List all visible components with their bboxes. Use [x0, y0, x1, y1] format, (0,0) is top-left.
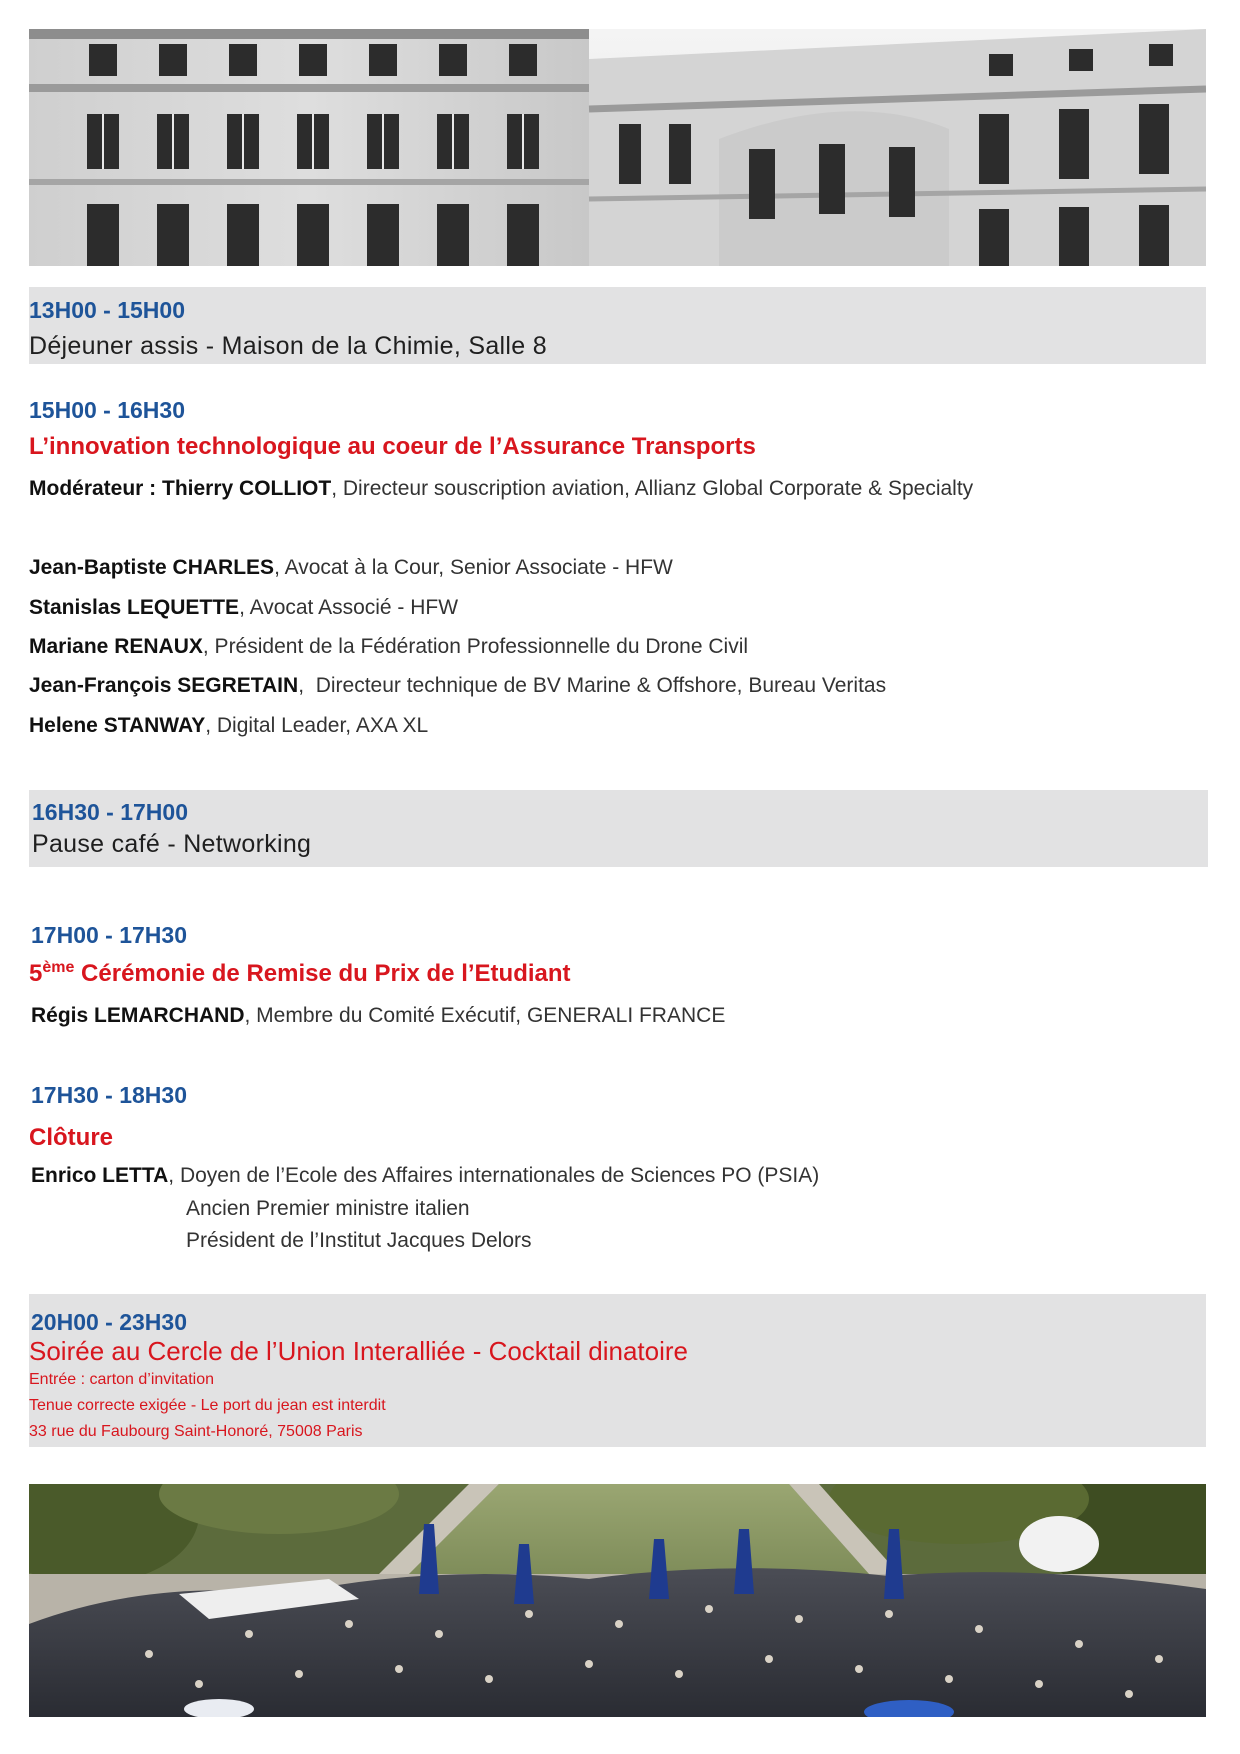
ceremony-time: 17H00 - 17H30: [31, 922, 187, 948]
speaker-name: Stanislas LEQUETTE: [29, 596, 240, 619]
speaker-role: , Avocat Associé - HFW: [239, 596, 459, 619]
panel-time: 15H00 - 16H30: [29, 397, 185, 423]
building-facade-illustration: [29, 29, 1206, 266]
closing-speaker-extra: Ancien Premier ministre italien: [186, 1197, 470, 1220]
garden-crowd-illustration: [29, 1484, 1206, 1717]
speaker-role: , Doyen de l’Ecole des Affaires internationales de Sciences PO (PSIA): [168, 1164, 820, 1187]
ceremony-title-text: Cérémonie de Remise du Prix de l’Etudiant: [74, 960, 571, 987]
speaker-name: Mariane RENAUX: [29, 635, 203, 658]
building-facade-photo: [29, 29, 1206, 266]
break-description: Pause café - Networking: [32, 830, 312, 858]
speaker-line: [29, 674, 886, 698]
lunch-time: 13H00 - 15H00: [29, 297, 185, 323]
speaker-role: , Digital Leader, AXA XL: [205, 714, 429, 737]
closing-speaker-line: [31, 1164, 819, 1188]
speaker-role: , Membre du Comité Exécutif, GENERALI FRANCE: [244, 1004, 726, 1027]
speaker-line: [29, 556, 673, 580]
evening-detail: Tenue correcte exigée - Le port du jean est interdit: [29, 1397, 386, 1414]
speaker-role: , Avocat à la Cour, Senior Associate - HFW: [274, 556, 673, 579]
speaker-line: [29, 596, 458, 620]
speaker-role: , Président de la Fédération Professionnelle du Drone Civil: [202, 635, 749, 658]
evening-detail: 33 rue du Faubourg Saint-Honoré, 75008 Paris: [29, 1423, 363, 1440]
garden-cocktail-crowd-photo: [29, 1484, 1206, 1717]
speaker-name: Jean-Baptiste CHARLES: [29, 556, 275, 579]
ceremony-speaker-line: [31, 1004, 725, 1028]
evening-detail: Entrée : carton d’invitation: [29, 1371, 214, 1388]
break-time: 16H30 - 17H00: [32, 799, 188, 825]
lunch-description: Déjeuner assis - Maison de la Chimie, Salle 8: [29, 332, 547, 360]
evening-title: Soirée au Cercle de l’Union Interalliée - Cocktail dinatoire: [29, 1336, 689, 1366]
speaker-name: Enrico LETTA: [31, 1164, 169, 1187]
closing-time: 17H30 - 18H30: [31, 1082, 187, 1108]
speaker-line: [29, 635, 748, 659]
moderator-name: Modérateur : Thierry COLLIOT: [29, 477, 332, 500]
evening-time: 20H00 - 23H30: [31, 1309, 187, 1335]
speaker-name: Jean-François SEGRETAIN: [29, 674, 299, 697]
speaker-name: Régis LEMARCHAND: [31, 1004, 245, 1027]
ceremony-ordinal-suffix: ème: [42, 959, 75, 976]
closing-title: Clôture: [29, 1124, 113, 1151]
moderator-role: , Directeur souscription aviation, Allianz Global Corporate & Specialty: [331, 477, 974, 500]
closing-speaker-extra: Président de l’Institut Jacques Delors: [186, 1229, 532, 1252]
moderator-line: [29, 477, 973, 501]
ceremony-ordinal: 5: [29, 960, 43, 987]
speaker-line: [29, 714, 428, 738]
speaker-role: , Directeur technique de BV Marine & Offshore, Bureau Veritas: [298, 674, 887, 697]
panel-title: L’innovation technologique au coeur de l’Assurance Transports: [29, 433, 756, 460]
speaker-name: Helene STANWAY: [29, 714, 206, 737]
ceremony-title: [29, 960, 571, 988]
